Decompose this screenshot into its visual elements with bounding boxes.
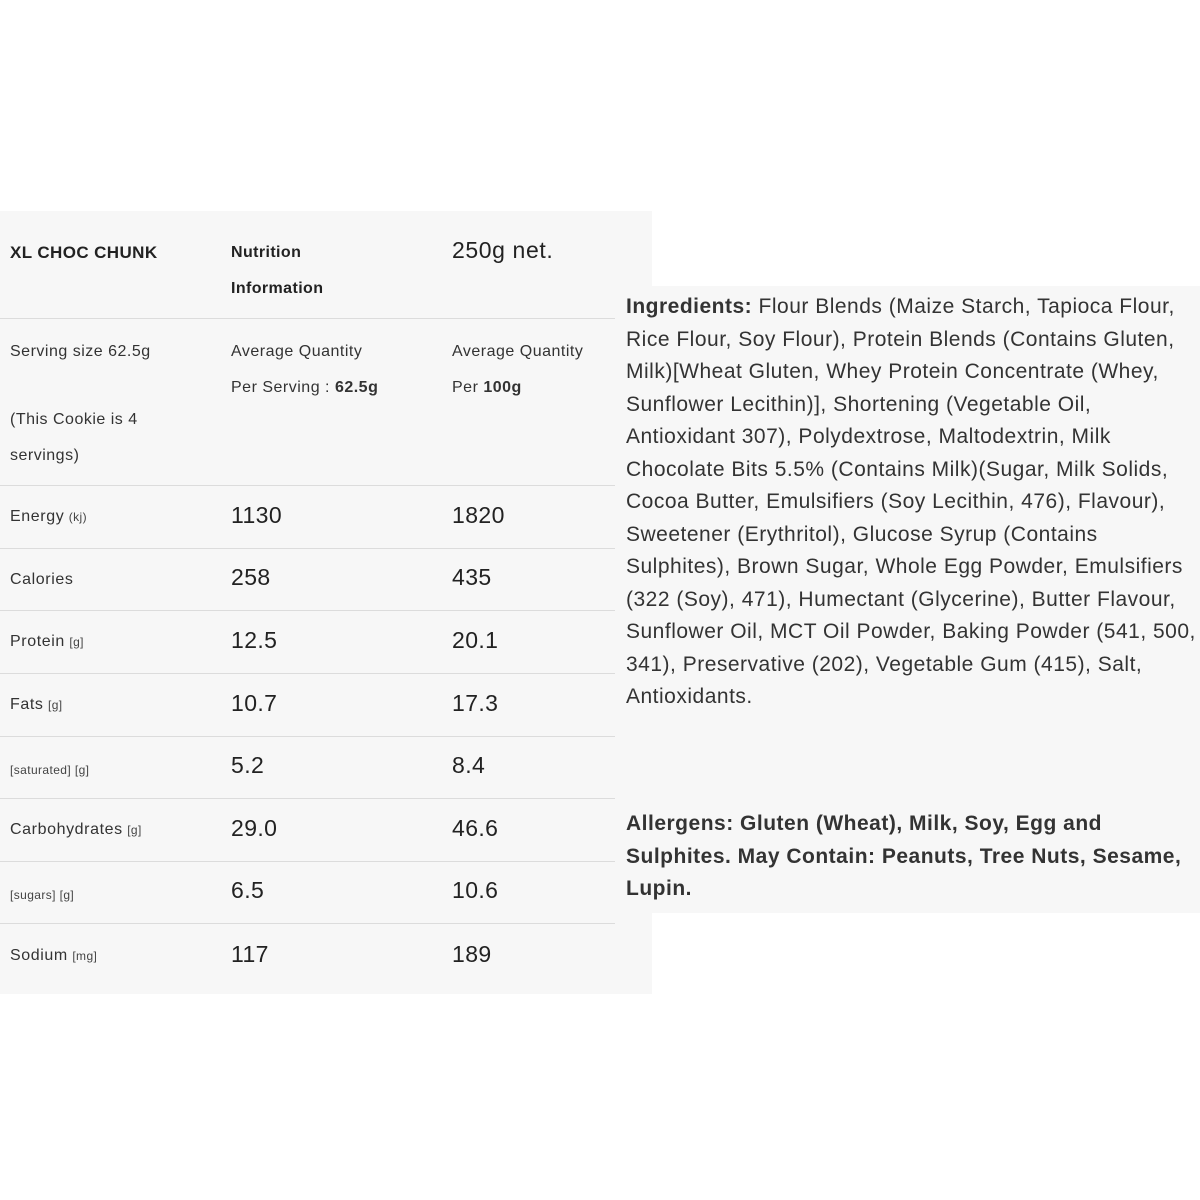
nutrient-label: [sugars] [g] bbox=[10, 888, 75, 902]
per-serving-value: 29.0 bbox=[231, 815, 278, 841]
table-row bbox=[0, 674, 615, 737]
per-serving-value: 12.5 bbox=[231, 627, 278, 653]
nutrient-unit: [mg] bbox=[72, 949, 98, 963]
allergens-text: Allergens: Gluten (Wheat), Milk, Soy, Egg and Sulphites. May Contain: Peanuts, Tree Nuts, Sesame, Lupin. bbox=[626, 812, 1182, 900]
nutrient-unit: [g] bbox=[69, 635, 84, 649]
table-row bbox=[0, 799, 615, 862]
nutrient-unit: [g] bbox=[127, 823, 142, 837]
net-weight: 250g net. bbox=[452, 237, 554, 263]
ingredients-text bbox=[626, 291, 1196, 714]
per-100g-value: 20.1 bbox=[452, 627, 499, 653]
table-row bbox=[0, 924, 615, 986]
nutrient-label: [saturated] [g] bbox=[10, 763, 90, 777]
serving-size: Serving size 62.5g bbox=[10, 343, 151, 360]
per-serving-value: 1130 bbox=[231, 502, 283, 528]
nutrient-label: Carbohydrates bbox=[10, 821, 123, 838]
per-100g-value: 10.6 bbox=[452, 877, 499, 903]
ingredients-heading: Ingredients: bbox=[626, 295, 753, 318]
serving-row bbox=[0, 319, 615, 486]
per-serving-value: 258 bbox=[231, 564, 271, 590]
table-row bbox=[0, 611, 615, 674]
table-row bbox=[0, 549, 615, 611]
nutrient-unit: [g] bbox=[47, 698, 63, 712]
per-100g-value: 17.3 bbox=[452, 690, 499, 716]
per-100g-value: 435 bbox=[452, 564, 492, 590]
nutrient-label: Sodium bbox=[10, 947, 68, 964]
nutrient-unit: (kj) bbox=[68, 510, 88, 524]
nutrient-label: Fats bbox=[10, 696, 44, 713]
per-100g-value: 1820 bbox=[452, 502, 505, 528]
per-100g-header: Average Quantity Per 100g bbox=[452, 343, 584, 396]
ingredients-list: Flour Blends (Maize Starch, Tapioca Flour, Rice Flour, Soy Flour), Protein Blends (Contains Gluten, Milk)[Wheat Gluten, Whey Protein Concentrate (Whey, Sunflower Lecithin)], Shortening (Vegetable Oil, Antioxidant 307), Polydextrose, Maltodextrin, Milk Chocolate Bits 5.5% (Contains Milk)(Sugar, Milk Solids, Cocoa Butter, Emulsifiers (Soy Lecithin, 476), Flavour), Sweetener (Erythritol), Glucose Syrup (Contains Sulphites), Brown Sugar, Whole Egg Powder, Emulsifiers (322 (Soy), 471), Humectant (Glycerine), Butter Flavour, Sunflower Oil, MCT Oil Powder, Baking Powder (541, 500, 341), Preservative (202), Vegetable Gum (415), Salt, Antioxidants. bbox=[626, 295, 1196, 708]
table-row bbox=[0, 862, 615, 924]
per-100g-value: 46.6 bbox=[452, 815, 499, 841]
product-name: XL CHOC CHUNK bbox=[10, 243, 158, 262]
table-row bbox=[0, 486, 615, 549]
per-100g-value: 8.4 bbox=[452, 752, 486, 778]
per-100g-value: 189 bbox=[452, 941, 492, 967]
nutrient-label: Energy bbox=[10, 508, 65, 525]
per-serving-value: 117 bbox=[231, 941, 269, 967]
nutrient-label: Calories bbox=[10, 571, 74, 588]
per-serving-value: 10.7 bbox=[231, 690, 278, 716]
per-serving-header: Average Quantity Per Serving : 62.5g bbox=[231, 343, 379, 396]
per-serving-value: 6.5 bbox=[231, 877, 265, 903]
serving-note: (This Cookie is 4 servings) bbox=[10, 411, 138, 464]
table-row bbox=[0, 737, 615, 799]
nutrition-info-label: Nutrition Information bbox=[231, 244, 324, 297]
nutrient-label: Protein bbox=[10, 633, 65, 650]
per-serving-value: 5.2 bbox=[231, 752, 265, 778]
table-header-row bbox=[0, 211, 615, 319]
